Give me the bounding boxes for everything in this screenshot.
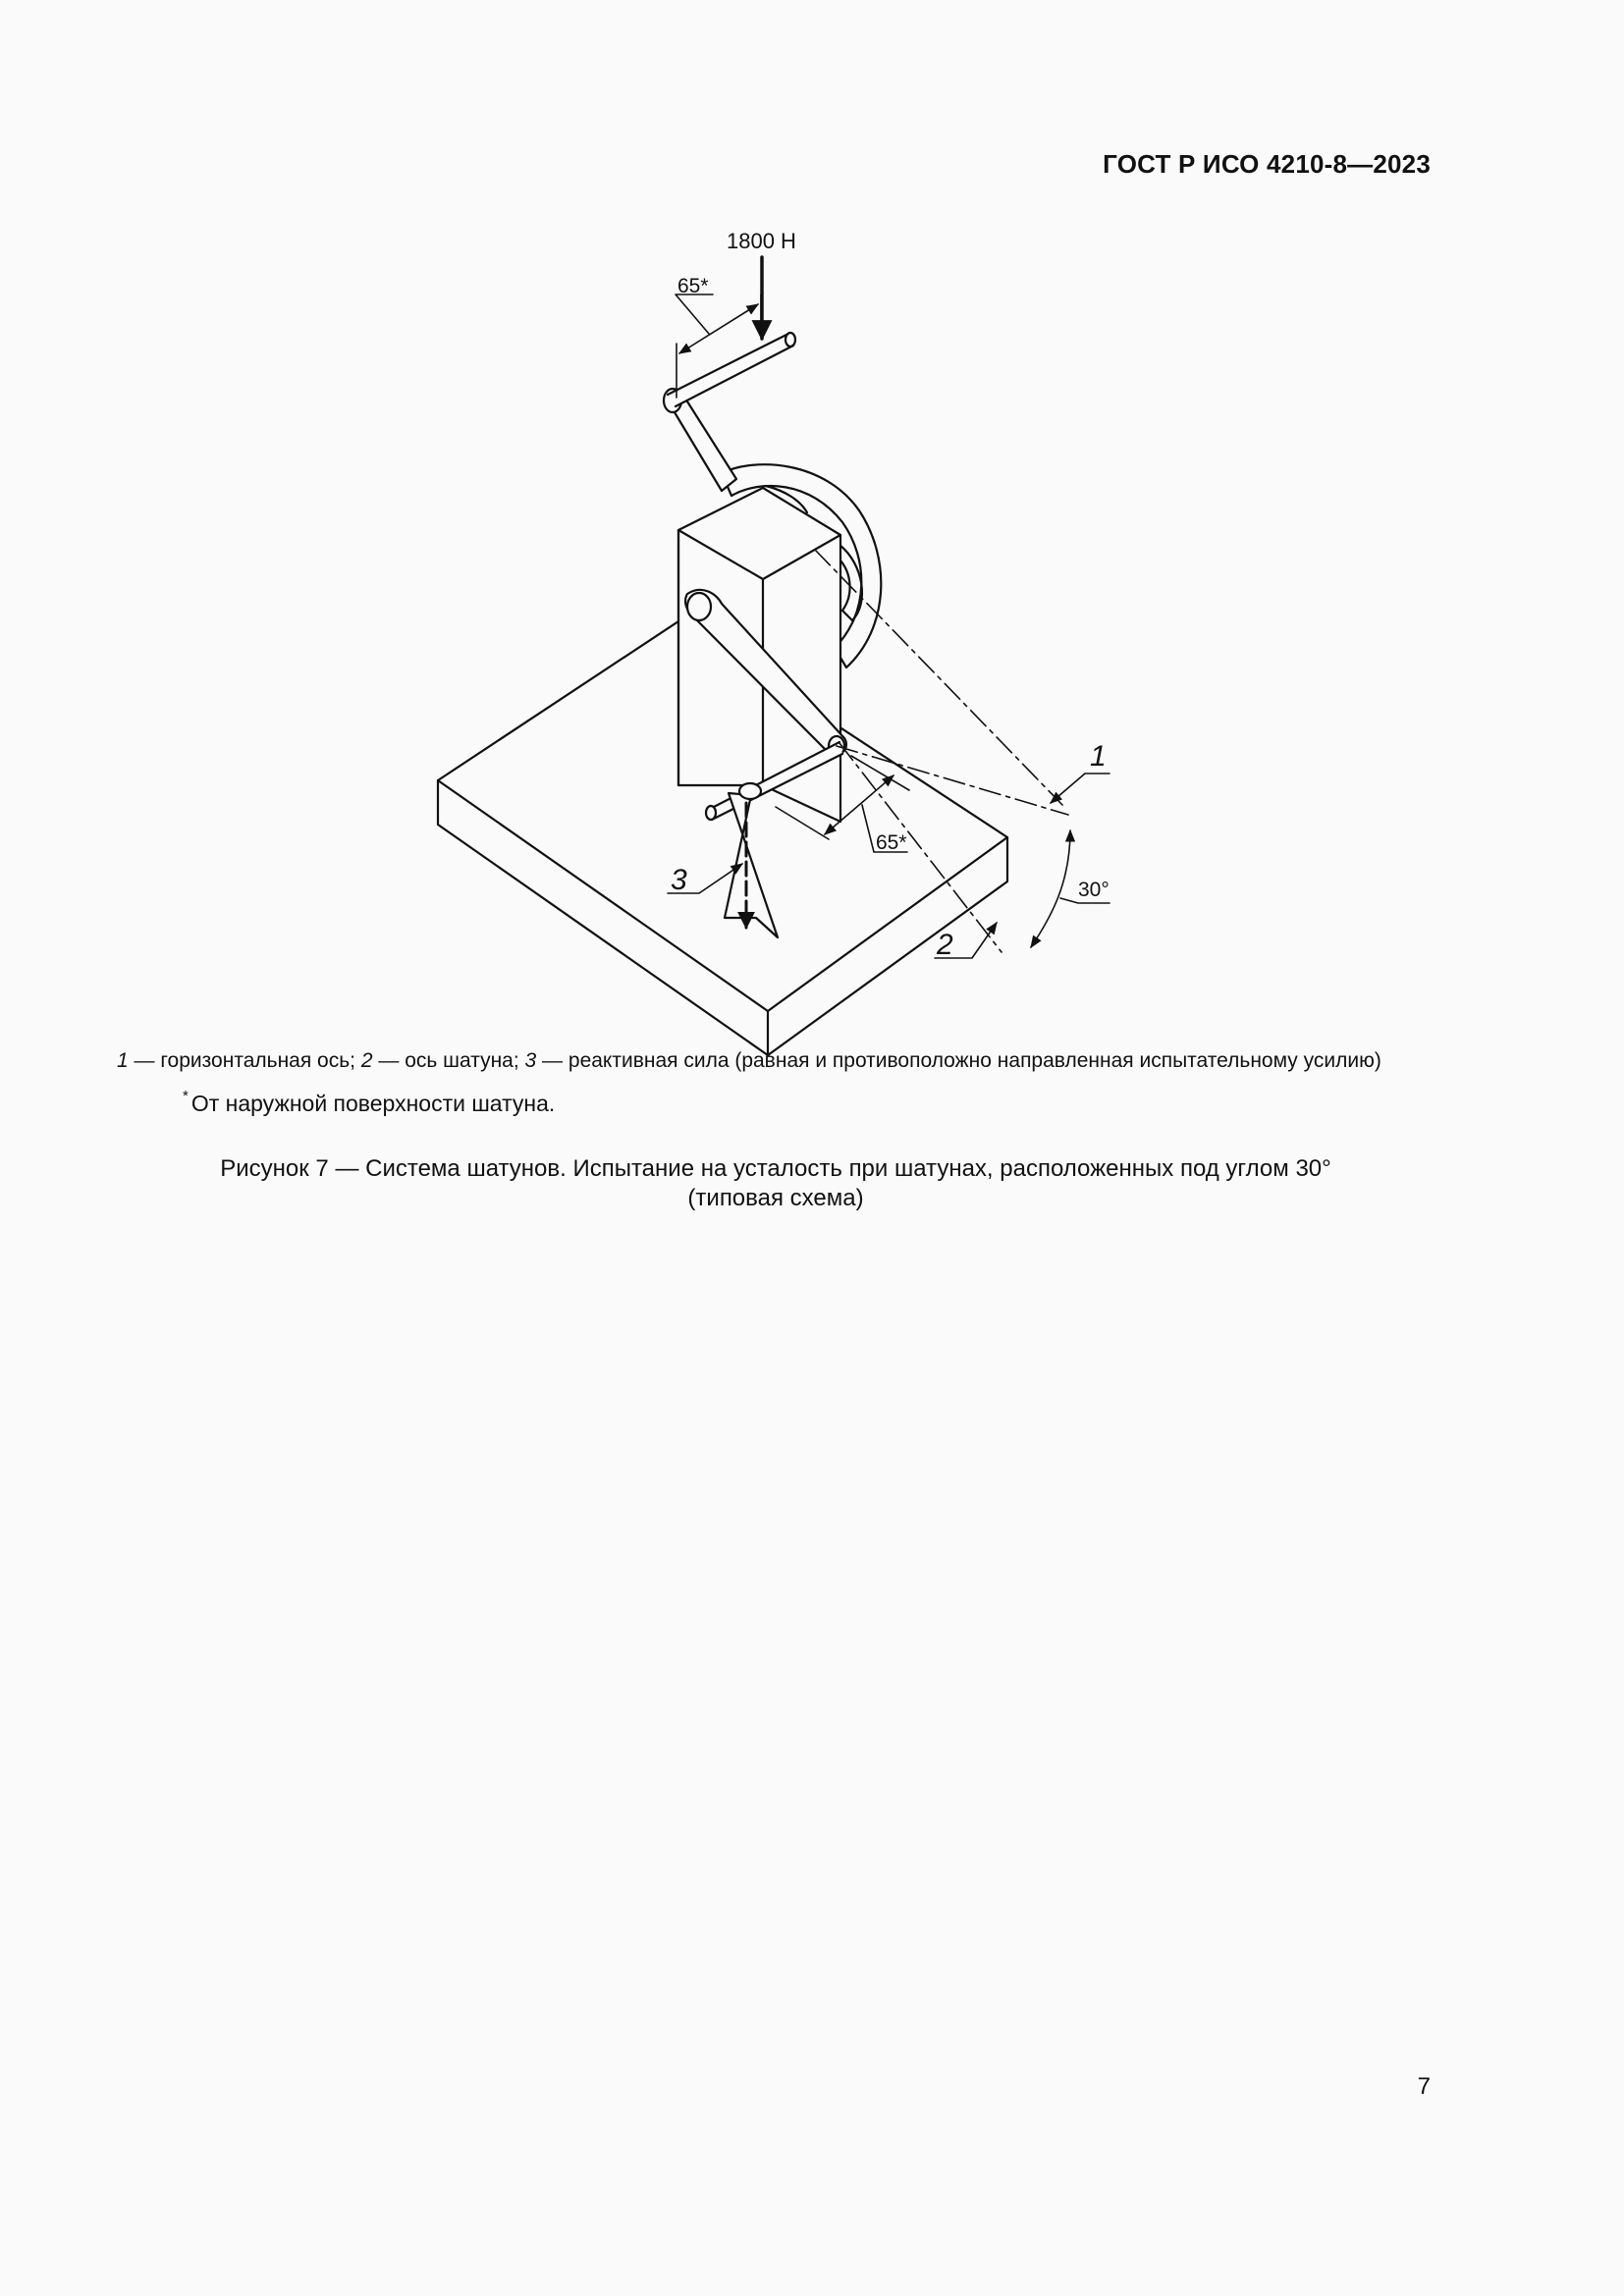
upper-pedal-axle xyxy=(668,333,795,406)
legend-number-2: 2 xyxy=(360,1049,373,1072)
legend-number-1: 1 xyxy=(117,1049,129,1072)
bottom-dimension-label: 65* xyxy=(876,831,907,854)
angle-label: 30° xyxy=(1078,879,1110,901)
crank-test-diagram xyxy=(0,0,1624,1060)
figure-caption xyxy=(0,1154,1551,1213)
footnote-text: От наружной поверхности шатуна. xyxy=(190,1091,556,1116)
footnote xyxy=(183,1088,556,1117)
callout-1: 1 xyxy=(1090,740,1107,773)
legend-text-1: — горизонтальная ось; xyxy=(128,1049,361,1072)
footnote-mark: * xyxy=(183,1088,189,1104)
caption-line-2: (типовая схема) xyxy=(687,1185,864,1211)
caption-line-1: Рисунок 7 — Система шатунов. Испытание на усталость при шатунах, расположенных под углом 30° xyxy=(220,1155,1331,1182)
force-label: 1800 Н xyxy=(727,229,796,253)
top-dimension-label: 65* xyxy=(677,275,709,297)
legend-number-3: 3 xyxy=(524,1049,537,1072)
standard-code-header: ГОСТ Р ИСО 4210-8—2023 xyxy=(1103,149,1431,179)
legend-text-3: — реактивная сила (равная и противоположно направленная испытательному усилию) xyxy=(536,1049,1381,1072)
page-number: 7 xyxy=(1417,2073,1431,2100)
callout-2: 2 xyxy=(937,929,953,961)
callout-3: 3 xyxy=(671,864,687,896)
figure-legend xyxy=(117,1049,1511,1073)
legend-text-2: — ось шатуна; xyxy=(372,1049,525,1072)
